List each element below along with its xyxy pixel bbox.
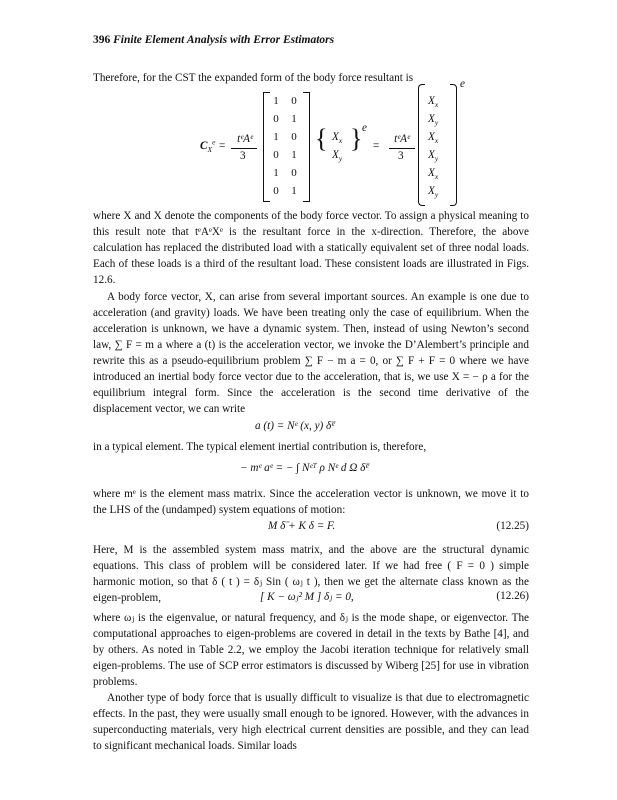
rhs-1: $X_x$: [428, 95, 439, 110]
paragraph-5: where mᵉ is the element mass matrix. Since the acceleration vector is unknown, we move it to the LHS of the (undamped) system equations of motion:: [93, 488, 529, 516]
fraction-bar-1: [231, 148, 257, 149]
fraction-bar-2: [389, 148, 415, 149]
equation-number-12-26: (12.26): [496, 590, 529, 602]
paragraph-3: A body force vector, X, can arise from several important sources. An example is one due to acceleration (and gravity) loads. We have been treating only the case of equilibrium. When the acceleration is unknown, we have a dynamic system. Then, instead of using Newton’s second law, ∑ F = m a where a (t) is the acceleration vector, we invoke the D’Alembert’s principle and rewrite this as a pseudo-equilibrium problem ∑ F − m a = 0, or ∑ F + F = 0 where we have introduced an inertial body force vector due to the acceleration, that is, we use X = − ρ a for the equilibrium integral form. Since the acceleration is the second time derivative of the displacement vector, we can write: [93, 291, 529, 415]
rhs-4: $X_y$: [428, 149, 439, 164]
right-bracket: [303, 92, 310, 202]
rhs-3: $X_x$: [428, 131, 439, 146]
vec-x: $X_x$: [332, 131, 343, 146]
rhs-superscript: e: [460, 78, 465, 90]
coef-denominator-2: 3: [398, 150, 404, 162]
m-r1c1: 1: [273, 95, 279, 107]
m-r6c1: 0: [273, 185, 279, 197]
coef-denominator-1: 3: [240, 150, 246, 162]
equation-motion: M δ̈ + K δ = F.: [268, 520, 336, 532]
coef-numerator-2: tᵉAᵉ: [394, 133, 410, 145]
m-r2c2: 1: [291, 113, 297, 125]
m-r2c1: 0: [273, 113, 279, 125]
vec-y: $X_y$: [332, 149, 343, 164]
coef-numerator-1: tᵉAᵉ: [237, 133, 253, 145]
paragraph-2: where X and X denote the components of the body force vector. To assign a physical meaning to this result note that tᵉAᵉXᵉ is the resultant force in the x-direction. Therefore, the above calculation has replaced the distributed load with a statically equivalent set of three nodal loads. Each of these loads is a third of the resultant load. These consistent loads are illustrated in Figs. 12.6.: [93, 210, 529, 286]
rhs-right-brace: [450, 84, 457, 206]
matrix-lhs: $C_X^e$ =: [200, 137, 226, 155]
paragraph-7: where ωⱼ is the eigenvalue, or natural frequency, and δⱼ is the mode shape, or eigenvector. The computational approaches to eigen-problems are covered in detail in the texts by Bathe [4], and by others. As noted in Table 2.2, we employ the Jacobi iteration technique for relatively small eigen-problems. The use of SCP error estimators is discussed by Wiberg [25] for use in vibration problems.: [93, 612, 529, 688]
equation-acceleration: a (t) = Nᵉ (x, y) δ̈ᵉ: [255, 420, 335, 432]
vector-close-brace: }: [350, 124, 363, 153]
rhs-left-brace: [418, 84, 425, 206]
paragraph-6: Here, M is the assembled system mass matrix, and the above are the structural dynamic equations. This class of problem will be considered later. If we had free ( F = 0 ) simple harmonic motion, so that δ ( t ) = δⱼ Sin ( ωⱼ t ), then we get the alternate class known as the eigen-problem,: [93, 544, 529, 604]
rhs-2: $X_y$: [428, 113, 439, 128]
m-r4c2: 1: [291, 149, 297, 161]
vector-superscript: e: [362, 122, 367, 134]
m-r1c2: 0: [291, 95, 297, 107]
book-title: Finite Element Analysis with Error Estimators: [113, 34, 335, 46]
equation-eigen: [ K − ωⱼ² M ] δⱼ = 0,: [260, 591, 354, 603]
vector-open-brace: {: [315, 124, 328, 153]
equals-sign: =: [373, 140, 380, 152]
m-r4c1: 0: [273, 149, 279, 161]
paragraph-8: Another type of body force that is usually difficult to visualize is that due to electromagnetic effects. In the past, they were usually small enough to be ignored. However, with the advances in superconducting materials, very high electrical current densities are possible, and they can lead to significant mechanical loads. Similar loads: [93, 692, 529, 752]
m-r6c2: 1: [291, 185, 297, 197]
paragraph-4: in a typical element. The typical element inertial contribution is, therefore,: [93, 441, 427, 453]
m-r3c1: 1: [273, 131, 279, 143]
page-number: 396: [93, 34, 111, 46]
rhs-6: $X_y$: [428, 185, 439, 200]
rhs-5: $X_x$: [428, 167, 439, 182]
equation-inertial: − mᵉ aᵉ = − ∫ Nᵉᵀ ρ Nᵉ d Ω δ̈ᵉ: [240, 462, 369, 474]
m-r5c1: 1: [273, 167, 279, 179]
paragraph-1: Therefore, for the CST the expanded form of the body force resultant is: [93, 72, 414, 84]
m-r5c2: 0: [291, 167, 297, 179]
running-header: [93, 34, 334, 46]
m-r3c2: 0: [291, 131, 297, 143]
equation-number-12-25: (12.25): [496, 520, 529, 532]
